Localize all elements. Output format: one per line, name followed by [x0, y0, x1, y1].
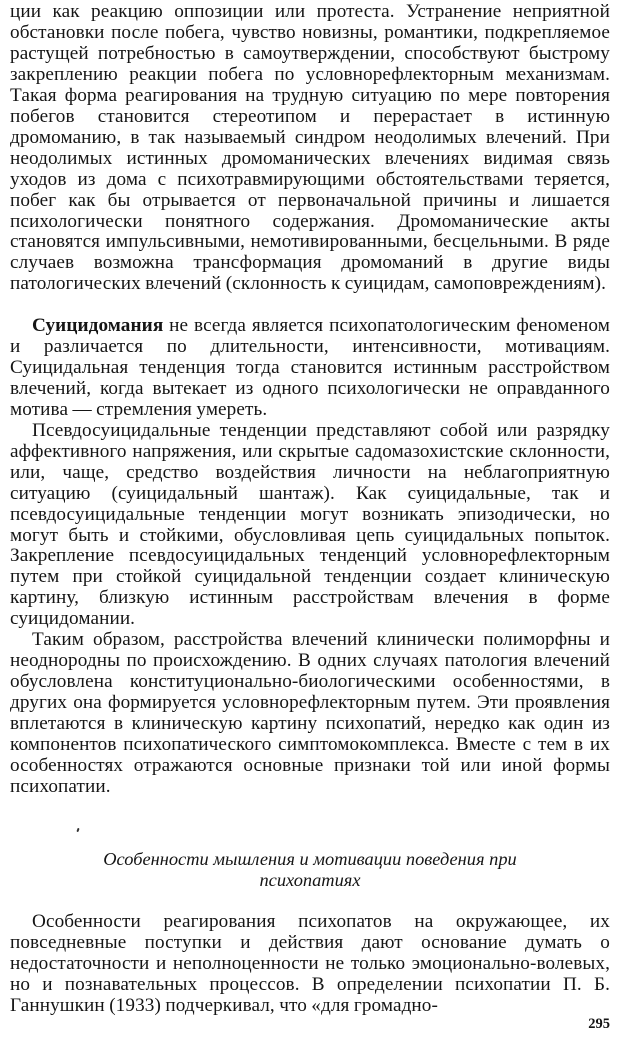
final-paragraph-block — [10, 912, 610, 1017]
term-suicidomania: Суицидомания — [32, 315, 164, 336]
paragraph-3: Псевдосуицидальные тенденции представляют собой или разрядку аффективного напряжения, или скрытые садомазохистские склонности, или, чаще, средство воздействия личности на неблагоприятную ситуацию (суицидальный шантаж). Как суицидальные, так и псевдосуицидальные тенденции могут возникать эпизодически, но могут быть и стойкими, обусловливая цепь суицидальных попыток. Закрепление псевдосуицидальных тенденций условнорефлекторным путем при стойкой суицидальной тенденции создает клиническую картину, близкую истинным расстройствам влечения в форме суицидомании. — [10, 419, 610, 630]
paragraph-1: ции как реакцию оппозиции или протеста. Устранение неприятной обстановки после побега, чувство новизны, романтики, подкрепляемое растущей потребностью в самоутверждении, способствуют быстрому закреплению реакции побега по условнорефлекторным механизмам. Такая форма реагирования на трудную ситуацию по мере повторения побегов становится стереотипом и перерастает в истинную дромоманию, в так называемый синдром неодолимых влечений. При неодолимых истинных дромоманических влечениях видимая связь уходов из дома с психотравмирующими обстоятельствами теряется, побег как бы отрывается от первоначальной причины и лишается психологически понятного содержания. Дромоманические акты становятся импульсивными, немотивированными, бесцельными. В ряде случаев возможна трансформация дромоманий в другие виды патологических влечений (склонность к суицидам, самоповреждениям). — [10, 2, 610, 295]
paragraph-5: Особенности реагирования психопатов на окружающее, их повседневные поступки и действия дают основание думать о недостаточности и неполноценности не только эмоционально-волевых, но и познавательных процессов. В определении психопатии П. Б. Ганнушкин (1933) подчеркивал, что «для громадно- — [10, 911, 610, 1016]
section-heading-line-1: Особенности мышления и мотивации поведения при — [103, 849, 517, 869]
paragraph-2-body: не всегда является психопатологическим феноменом и различается по длительности, интенсивности, мотивациям. Суицидальная тенденция тогда становится истинным расстройством влечений, когда вытекает из одного психологически не оправданного мотива — стремления умереть. — [10, 315, 610, 420]
print-speck — [76, 828, 79, 832]
page-number: 295 — [588, 1016, 610, 1032]
section-heading — [10, 849, 610, 890]
paragraph-2 — [10, 316, 610, 421]
body-text — [10, 2, 610, 798]
paragraph-4: Таким образом, расстройства влечений клинически полиморфны и неоднородны по происхождению. В одних случаях патология влечений обусловлена конституционально-биологическими особенностями, в других она формируется условнорефлекторным путем. Эти проявления вплетаются в клиническую картину психопатий, нередко как один из компонентов психопатического симптомокомплекса. Вместе с тем в их особенностях отражаются основные признаки той или иной формы психопатии. — [10, 629, 610, 797]
section-heading-line-2: психопатиях — [259, 869, 361, 890]
